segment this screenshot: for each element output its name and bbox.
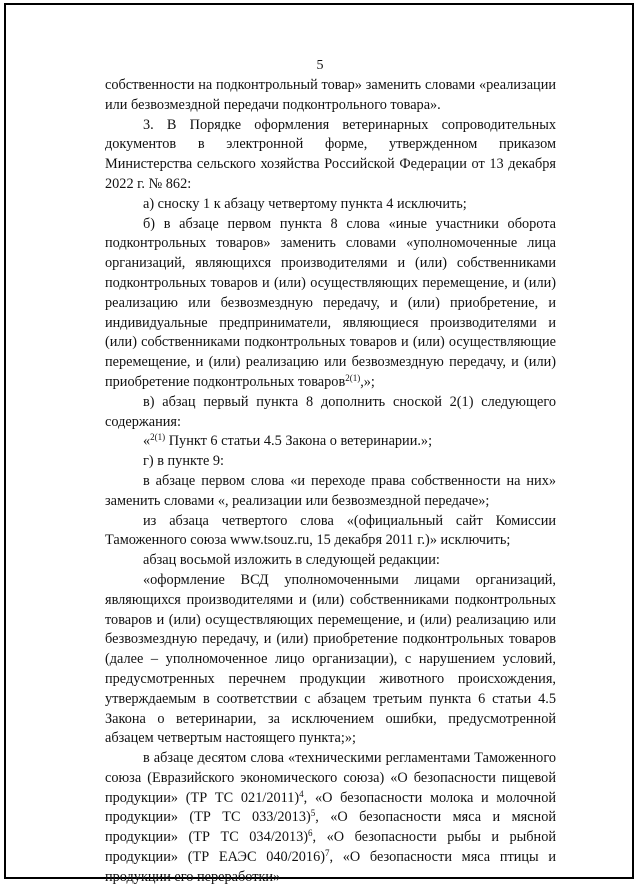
paragraph: «оформление ВСД уполномоченными лицами организаций, являющихся производителями и (или) собственниками подконтрольных товаров и (или) осуществляющих перемещение, и (или) реализацию или безвозмездную передачу, и (или) приобретение подконтрольных товаров (далее – уполномоченное лицо организации), с нарушением условий, предусмотренных перечнем продукции животного происхождения, утверждаемым в соответствии с абзацем третьим пункта 6 статьи 4.5 Закона о ветеринарии, за исключением ошибки, предусмотренной абзацем четвертым настоящего пункта;»; — [105, 571, 556, 747]
paragraph — [105, 215, 556, 393]
paragraph-text: б) в абзаце первом пункта 8 слова «иные участники оборота подконтрольных товаров» заменить словами «уполномоченные лица организаций, являющихся производителями и (или) собственниками подконтрольных товаров и (или) осуществляющих перемещение, и (или) реализацию или безвозмездную передачу, и (или) приобретение, и индивидуальные предприниматели, являющиеся производителями и (или) собственниками подконтрольных товаров и (или) осуществляющие перемещение, и (или) реализацию или безвозмездную передачу, и (или) приобретение подконтрольных товаров — [105, 215, 556, 390]
footnote-ref: 4 — [299, 788, 304, 799]
page-number: 5 — [316, 58, 324, 73]
paragraph: собственности на подконтрольный товар» заменить словами «реализации или безвозмездной передачи подконтрольного товара». — [105, 77, 556, 113]
paragraph — [105, 749, 556, 888]
quote-open: « — [143, 433, 151, 450]
paragraph — [105, 432, 556, 452]
paragraph: абзац восьмой изложить в следующей редакции: — [143, 552, 440, 569]
footnote-ref: 5 — [310, 808, 316, 819]
paragraph: в) абзац первый пункта 8 дополнить сноской 2(1) следующего содержания: — [105, 393, 556, 430]
footnote-ref: 2(1) — [345, 372, 361, 383]
footnote-ref: 2(1) — [150, 432, 166, 443]
footnote-ref: 6 — [308, 828, 313, 839]
paragraph-text: в абзаце десятом слова «техническими регламентами Таможенного союза (Евразийского экономического союза) «О безопасности пищевой продукции» (ТР ТС 021/2011) — [105, 750, 556, 806]
paragraph: в абзаце первом слова «и переходе права собственности на них» заменить словами «, реализации или безвозмездной передаче»; — [105, 472, 556, 509]
paragraph-text: , «О безопасности мяса и мясной продукции» (ТР ТС 034/2013) — [105, 809, 556, 846]
paragraph: 3. В Порядке оформления ветеринарных сопроводительных документов в электронной форме, утвержденном приказом Министерства сельского хозяйства Российской Федерации от 13 декабря 2022 г. № 862: — [105, 116, 556, 192]
paragraph: а) сноску 1 к абзацу четвертому пункта 4 исключить; — [143, 195, 467, 212]
paragraph-text: , «О безопасности молока и молочной продукции» (ТР ТС 033/2013) — [105, 789, 556, 826]
paragraph-text: , «О безопасности мяса птицы и продукции его переработки» — [105, 849, 556, 885]
document-body — [105, 76, 556, 888]
paragraph: г) в пункте 9: — [143, 453, 225, 470]
paragraph-text-end: ,»; — [360, 373, 375, 390]
footnote-ref: 7 — [324, 848, 330, 859]
paragraph: из абзаца четвертого слова «(официальный сайт Комиссии Таможенного союза www.tsouz.ru, 15 декабря 2011 г.)» исключить; — [105, 512, 556, 549]
paragraph-text: Пункт 6 статьи 4.5 Закона о ветеринарии.»; — [165, 433, 433, 450]
paragraph-text: , «О безопасности рыбы и рыбной продукции» (ТР ЕАЭС 040/2016) — [105, 829, 556, 866]
